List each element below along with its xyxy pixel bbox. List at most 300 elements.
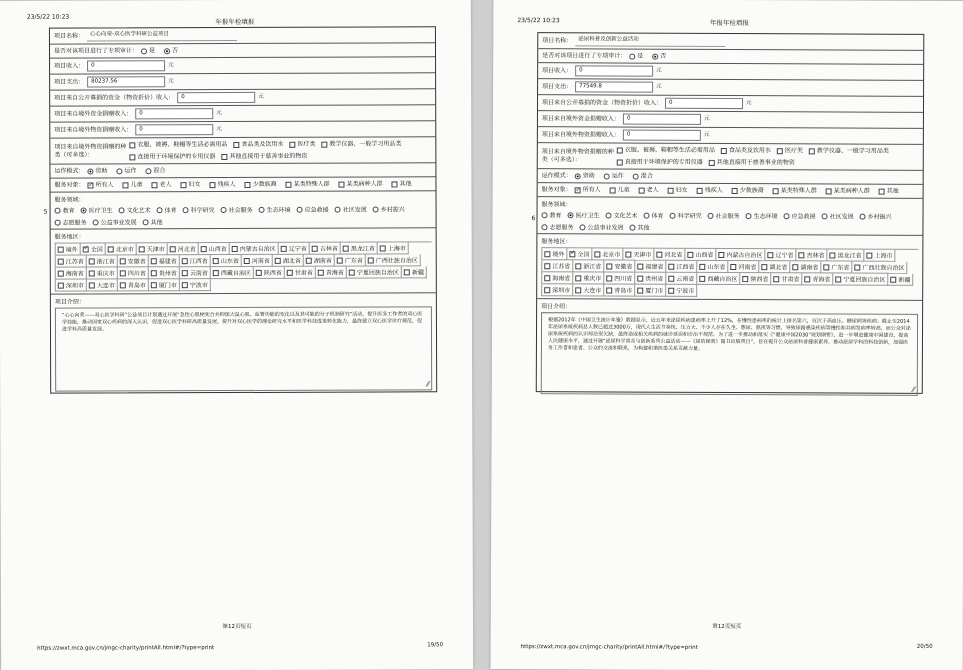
checkbox-box: [182, 270, 188, 276]
field-radio[interactable]: [541, 222, 573, 231]
region-checkbox[interactable]: [716, 249, 765, 261]
option-label: 乡村振兴: [867, 213, 892, 221]
region-checkbox[interactable]: [697, 273, 740, 285]
overseas-fund-label: 项目来自境外资金捐赠收入：: [54, 110, 133, 118]
target-checkbox[interactable]: [392, 179, 412, 188]
region-checkbox[interactable]: [666, 261, 697, 273]
region-checkbox[interactable]: [180, 267, 211, 279]
region-checkbox[interactable]: [199, 243, 230, 255]
region-checkbox[interactable]: [56, 268, 87, 280]
resize-handle-icon[interactable]: ⁄⁄: [912, 385, 915, 394]
region-checkbox[interactable]: [341, 243, 378, 255]
intro-label: 项目介绍：: [541, 303, 572, 311]
checkbox-box: [210, 182, 216, 188]
radio-circle: [746, 213, 752, 219]
checkbox-box: [129, 142, 135, 148]
expense-label: 项目支出：: [542, 83, 573, 91]
radio-circle: [784, 213, 790, 219]
target-checkbox[interactable]: [639, 186, 659, 195]
region-checkbox[interactable]: [81, 243, 106, 255]
region-checkbox[interactable]: [118, 279, 149, 291]
radio-circle: [164, 48, 170, 54]
region-checkbox[interactable]: [790, 261, 821, 273]
op-mode-label: 运作模式：: [541, 172, 572, 180]
public-funds-input[interactable]: 0: [665, 98, 743, 109]
region-checkbox[interactable]: [87, 279, 118, 291]
target-checkbox[interactable]: [732, 186, 764, 195]
option-label: 教学仪器、一般学习用品类: [329, 140, 402, 148]
region-checkbox[interactable]: [118, 267, 149, 279]
option-label: 资助: [95, 167, 108, 175]
expense-input[interactable]: 80237.56: [87, 76, 165, 87]
region-checkbox[interactable]: [211, 267, 254, 279]
option-label: 儿童: [130, 181, 143, 189]
region-checkbox[interactable]: [604, 272, 635, 284]
region-checkbox[interactable]: [56, 244, 81, 256]
option-label: 生态环境: [266, 206, 291, 214]
radio-circle: [55, 219, 61, 225]
checkbox-box: [287, 269, 293, 275]
project-form: [536, 32, 925, 394]
resize-handle-icon[interactable]: ⁄⁄: [426, 380, 430, 389]
option-label: 新疆: [411, 269, 424, 277]
region-checkbox[interactable]: [118, 255, 149, 267]
checkbox-box: [575, 275, 581, 281]
field-radio[interactable]: [221, 205, 253, 214]
checkbox-box: [152, 182, 158, 188]
region-checkbox[interactable]: [635, 273, 666, 285]
field-radio[interactable]: [157, 205, 177, 214]
print-url: https://zwxt.mca.gov.cn/jmgc-charity/printAll.html#/?type=print: [520, 644, 698, 651]
income-input[interactable]: 0: [575, 65, 653, 76]
region-checkbox[interactable]: [796, 249, 827, 261]
regions-block: [51, 228, 436, 294]
target-checkbox[interactable]: [245, 180, 277, 189]
region-checkbox[interactable]: [304, 255, 335, 267]
checkbox-box: [773, 276, 779, 282]
target-checkbox[interactable]: [879, 187, 899, 196]
region-checkbox[interactable]: [87, 267, 118, 279]
target-checkbox[interactable]: [610, 185, 630, 194]
unit-label: 元: [656, 83, 662, 90]
option-label: 湖南省: [313, 257, 332, 265]
target-checkbox[interactable]: [122, 180, 142, 189]
option-label: 河北省: [664, 251, 683, 259]
goods-type-checkbox[interactable]: [221, 152, 307, 161]
checkbox-box: [339, 181, 345, 187]
field-radio[interactable]: [55, 206, 75, 215]
overseas-goods-input[interactable]: 0: [135, 124, 213, 135]
field-radio[interactable]: [55, 218, 87, 227]
region-checkbox[interactable]: [149, 255, 180, 267]
field-radio[interactable]: [860, 212, 892, 221]
option-label: 公益事业发展: [100, 219, 137, 227]
overseas-fund-input[interactable]: 0: [623, 114, 701, 125]
option-label: 湖南省: [800, 264, 819, 272]
goods-type-checkbox[interactable]: [809, 146, 889, 155]
goods-type-checkbox[interactable]: [321, 139, 401, 148]
region-checkbox[interactable]: [168, 243, 199, 255]
checkbox-box: [732, 188, 738, 194]
checkbox-box: [87, 182, 93, 188]
region-checkbox[interactable]: [310, 243, 341, 255]
field-radio[interactable]: [606, 210, 638, 219]
goods-type-checkbox[interactable]: [721, 146, 771, 155]
option-label: 是: [637, 52, 644, 60]
goods-type-row: [538, 143, 923, 171]
region-checkbox[interactable]: [765, 249, 796, 261]
target-checkbox[interactable]: [87, 180, 113, 189]
goods-type-checkbox[interactable]: [129, 152, 215, 161]
public-funds-input[interactable]: 0: [177, 92, 255, 103]
goods-type-checkbox[interactable]: [777, 146, 803, 155]
region-checkbox[interactable]: [888, 274, 913, 286]
target-checkbox[interactable]: [668, 186, 688, 195]
target-checkbox[interactable]: [181, 180, 201, 189]
region-checkbox[interactable]: [635, 261, 666, 273]
op-mode-label: 运作模式：: [54, 167, 85, 175]
region-checkbox[interactable]: [230, 243, 279, 255]
region-checkbox[interactable]: [180, 279, 211, 291]
radio-circle: [606, 212, 612, 218]
region-checkbox[interactable]: [542, 284, 573, 296]
target-checkbox[interactable]: [286, 180, 330, 189]
option-label: 宁波市: [676, 287, 695, 295]
target-checkbox[interactable]: [152, 180, 172, 189]
region-checkbox[interactable]: [56, 256, 87, 268]
op-mode-radio[interactable]: [604, 171, 624, 180]
target-checkbox[interactable]: [210, 180, 236, 189]
option-label: 福建省: [645, 263, 664, 271]
overseas-goods-row: [538, 127, 923, 145]
special-audit-label: 是否对该项目进行了专项审计：: [53, 47, 139, 55]
checkbox-box: [321, 141, 327, 147]
region-checkbox[interactable]: [87, 255, 118, 267]
option-label: 安徽省: [127, 258, 146, 266]
targets-label: 服务对象：: [54, 181, 85, 189]
income-label: 项目收入：: [54, 62, 85, 70]
field-radio[interactable]: [708, 211, 740, 220]
region-checkbox[interactable]: [335, 255, 366, 267]
option-label: 吉林省: [806, 252, 825, 260]
audit-yes-radio[interactable]: [141, 46, 155, 55]
field-radio[interactable]: [629, 223, 649, 232]
field-radio[interactable]: [259, 205, 291, 214]
field-radio[interactable]: [81, 205, 113, 214]
op-mode-radio[interactable]: [87, 166, 107, 175]
option-label: 其他: [399, 180, 412, 188]
option-label: 江苏省: [552, 263, 571, 271]
region-checkbox[interactable]: [604, 284, 635, 296]
option-label: 食品类及饮用水: [241, 140, 284, 148]
option-label: 宁夏回族自治区: [356, 269, 399, 277]
region-checkbox[interactable]: [827, 249, 864, 261]
option-label: 重庆市: [583, 275, 602, 283]
checkbox-box: [777, 148, 783, 154]
goods-type-checkbox[interactable]: [617, 158, 703, 167]
target-checkbox[interactable]: [575, 185, 601, 194]
field-radio[interactable]: [335, 205, 367, 214]
option-label: 直接用于环境保护的专用仪器: [137, 153, 216, 161]
option-label: 湖北省: [282, 257, 301, 265]
income-input[interactable]: 0: [87, 60, 165, 71]
target-checkbox[interactable]: [826, 186, 870, 195]
targets-label: 服务对象：: [541, 186, 572, 194]
region-checkbox[interactable]: [106, 243, 137, 255]
section-number: 5: [43, 208, 48, 216]
option-label: 广东省: [344, 257, 363, 265]
region-checkbox[interactable]: [604, 260, 635, 272]
overseas-goods-input[interactable]: 0: [623, 130, 701, 141]
option-label: 山东省: [707, 263, 726, 271]
region-checkbox[interactable]: [821, 261, 852, 273]
checkbox-box: [120, 282, 126, 288]
region-checkbox[interactable]: [759, 261, 790, 273]
option-label: 黑龙江省: [350, 245, 375, 253]
project-name-row: [538, 33, 923, 51]
region-checkbox[interactable]: [728, 261, 759, 273]
region-checkbox[interactable]: [542, 260, 573, 272]
checkbox-box: [826, 188, 832, 194]
option-label: 山西省: [695, 251, 714, 259]
region-checkbox[interactable]: [542, 272, 573, 284]
field-radio[interactable]: [183, 205, 215, 214]
region-checkbox[interactable]: [592, 248, 623, 260]
checkbox-box: [286, 181, 292, 187]
intro-textarea[interactable]: [541, 312, 918, 396]
region-checkbox[interactable]: [864, 250, 895, 262]
field-radio[interactable]: [746, 211, 778, 220]
region-checkbox[interactable]: [149, 267, 180, 279]
option-label: 体育: [164, 207, 177, 215]
regions-label: 服务地区：: [54, 233, 85, 241]
checkbox-box: [312, 245, 318, 251]
region-checkbox[interactable]: [254, 267, 285, 279]
goods-type-checkbox[interactable]: [709, 158, 795, 167]
option-label: 山西省: [208, 246, 227, 254]
expense-input[interactable]: 77549.8: [575, 81, 653, 92]
region-checkbox[interactable]: [285, 267, 316, 279]
checkbox-box: [721, 147, 727, 153]
checkbox-box: [120, 270, 126, 276]
region-checkbox[interactable]: [378, 242, 409, 254]
option-label: 其他: [637, 224, 650, 232]
radio-circle: [335, 206, 341, 212]
region-checkbox[interactable]: [366, 254, 421, 266]
option-label: 北京市: [602, 251, 621, 259]
checkbox-box: [575, 287, 581, 293]
expense-label: 项目支出：: [54, 78, 85, 86]
op-mode-radio[interactable]: [116, 166, 136, 175]
region-checkbox[interactable]: [316, 267, 347, 279]
checkbox-box: [213, 270, 219, 276]
option-label: 某类特殊人群: [780, 187, 817, 195]
audit-no-radio[interactable]: [652, 52, 666, 61]
op-mode-radio[interactable]: [575, 171, 595, 180]
checkbox-box: [656, 251, 662, 257]
income-label: 项目收入：: [542, 67, 573, 75]
checkbox-box: [569, 251, 575, 257]
region-checkbox[interactable]: [666, 285, 697, 297]
field-radio[interactable]: [297, 205, 329, 214]
option-label: 衣服、被褥、鞋帽等生活必需用品: [624, 146, 715, 154]
region-checkbox[interactable]: [211, 255, 242, 267]
option-label: 浙江省: [96, 258, 115, 266]
checkbox-box: [58, 270, 64, 276]
audit-no-radio[interactable]: [164, 46, 178, 55]
region-checkbox[interactable]: [542, 248, 567, 260]
region-checkbox[interactable]: [654, 249, 685, 261]
option-label: 内蒙古自治区: [726, 251, 763, 260]
audit-yes-radio[interactable]: [629, 52, 643, 61]
field-radio[interactable]: [579, 222, 623, 231]
option-label: 其他: [150, 219, 163, 227]
checkbox-box: [213, 258, 219, 264]
options-group: [55, 241, 432, 291]
field-radio[interactable]: [542, 210, 562, 219]
field-radio[interactable]: [644, 211, 664, 220]
region-checkbox[interactable]: [137, 243, 168, 255]
checkbox-box: [151, 258, 157, 264]
op-mode-radio[interactable]: [633, 172, 653, 181]
op-mode-radio[interactable]: [145, 166, 165, 175]
expense-row: [50, 73, 435, 90]
option-label: 儿童: [617, 186, 630, 194]
checkbox-box: [637, 263, 643, 269]
region-checkbox[interactable]: [180, 255, 211, 267]
goods-type-checkbox[interactable]: [233, 140, 283, 149]
option-label: 某类病种人群: [833, 187, 870, 195]
unit-label: 元: [656, 67, 662, 74]
print-date: 23/5/22 10:23: [517, 17, 560, 25]
region-checkbox[interactable]: [666, 273, 697, 285]
target-checkbox[interactable]: [697, 186, 723, 195]
region-checkbox[interactable]: [279, 243, 310, 255]
region-checkbox[interactable]: [833, 273, 888, 285]
option-label: 教学仪器、一般学习用品类: [816, 147, 889, 155]
option-label: 残疾人: [217, 181, 236, 189]
intro-textarea[interactable]: [55, 306, 432, 391]
field-radio[interactable]: [373, 204, 405, 213]
option-label: 志愿服务: [549, 224, 574, 232]
checkbox-box: [404, 269, 410, 275]
option-label: 辽宁省: [288, 245, 307, 253]
intro-text: “心心向荣——双心医学科研”公益项目计划通过开展“急性心肌梗死合并抑郁大鼠心肌、血管功能的变化以及其可能的分子机制研究”活动，提升医务工作者的双心医学技能，推动国家双心疾病的深入认识，促进双心医学科研高质量发展。提升对双心医学的理论研究水平和医学科技成果转化能力，最终建立双心医学诊疗规范，促进学科高质量发展。: [61, 311, 423, 333]
checkbox-box: [773, 188, 779, 194]
checkbox-box: [854, 264, 860, 270]
checkbox-box: [181, 182, 187, 188]
checkbox-box: [809, 148, 815, 154]
option-label: 青岛市: [127, 282, 146, 290]
target-checkbox[interactable]: [773, 186, 817, 195]
goods-type-checkbox[interactable]: [617, 146, 715, 155]
checkbox-box: [129, 154, 135, 160]
field-radio[interactable]: [822, 211, 854, 220]
option-label: 食品类及饮用水: [728, 147, 771, 155]
option-label: 全国: [90, 246, 103, 254]
option-label: 乡村振兴: [380, 206, 405, 214]
checkbox-box: [182, 282, 188, 288]
radio-circle: [629, 224, 635, 230]
region-checkbox[interactable]: [802, 273, 833, 285]
goods-type-checkbox[interactable]: [129, 140, 227, 149]
region-checkbox[interactable]: [347, 266, 402, 278]
option-label: 否: [660, 52, 667, 60]
checkbox-box: [89, 282, 95, 288]
region-checkbox[interactable]: [573, 272, 604, 284]
checkbox-box: [575, 263, 581, 269]
checkbox-box: [544, 251, 550, 257]
goods-type-label: [542, 148, 614, 164]
checkbox-box: [89, 258, 95, 264]
option-label: 境外: [552, 251, 565, 259]
region-checkbox[interactable]: [402, 266, 427, 278]
fields-block: [51, 191, 436, 229]
overseas-fund-label: 项目来自境外资金捐赠收入：: [541, 115, 620, 123]
region-checkbox[interactable]: [56, 280, 87, 292]
checkbox-box: [221, 154, 227, 160]
target-checkbox[interactable]: [339, 179, 383, 188]
region-checkbox[interactable]: [242, 255, 273, 267]
radio-circle: [81, 207, 87, 213]
region-checkbox[interactable]: [623, 249, 654, 261]
region-checkbox[interactable]: [273, 255, 304, 267]
option-label: 河南省: [738, 264, 757, 272]
field-radio[interactable]: [119, 205, 151, 214]
option-label: 新疆: [898, 276, 911, 284]
intro-block: [51, 293, 436, 393]
field-radio[interactable]: [568, 210, 600, 219]
goods-type-checkbox[interactable]: [289, 140, 315, 149]
option-label: 黑龙江省: [837, 252, 862, 260]
overseas-fund-input[interactable]: 0: [135, 108, 213, 119]
region-checkbox[interactable]: [740, 273, 771, 285]
unit-label: 元: [703, 115, 710, 122]
option-label: 医疗卫生: [88, 207, 113, 215]
project-name-input[interactable]: 心心向荣-双心医学科研公益项目: [87, 30, 237, 42]
checkbox-box: [890, 276, 896, 282]
overseas-goods-row: [50, 121, 435, 138]
field-radio[interactable]: [143, 217, 163, 226]
project-name-input[interactable]: 泌尿科普及创新公益活动: [575, 35, 725, 47]
region-checkbox[interactable]: [635, 285, 666, 297]
checkbox-box: [639, 187, 645, 193]
region-checkbox[interactable]: [573, 260, 604, 272]
field-radio[interactable]: [784, 211, 816, 220]
goods-type-label-line: 类（可多选）：: [54, 150, 94, 159]
field-radio[interactable]: [93, 217, 137, 226]
radio-circle: [629, 53, 635, 59]
options-group: [541, 247, 918, 298]
checkbox-box: [637, 275, 643, 281]
region-checkbox[interactable]: [567, 248, 592, 260]
special-audit-label: 是否对该项目进行了专项审计：: [542, 52, 627, 60]
unit-label: 元: [216, 126, 222, 133]
field-radio[interactable]: [670, 211, 702, 220]
option-label: 重庆市: [96, 270, 115, 278]
region-checkbox[interactable]: [697, 261, 728, 273]
checkbox-box: [879, 188, 885, 194]
radio-circle: [143, 219, 149, 225]
checkbox-box: [606, 263, 612, 269]
region-checkbox[interactable]: [771, 273, 802, 285]
intro-block: [537, 299, 922, 398]
region-checkbox[interactable]: [573, 284, 604, 296]
region-checkbox[interactable]: [852, 262, 907, 274]
region-checkbox[interactable]: [685, 249, 716, 261]
option-label: 西藏自治区: [220, 269, 251, 278]
region-checkbox[interactable]: [149, 279, 180, 291]
